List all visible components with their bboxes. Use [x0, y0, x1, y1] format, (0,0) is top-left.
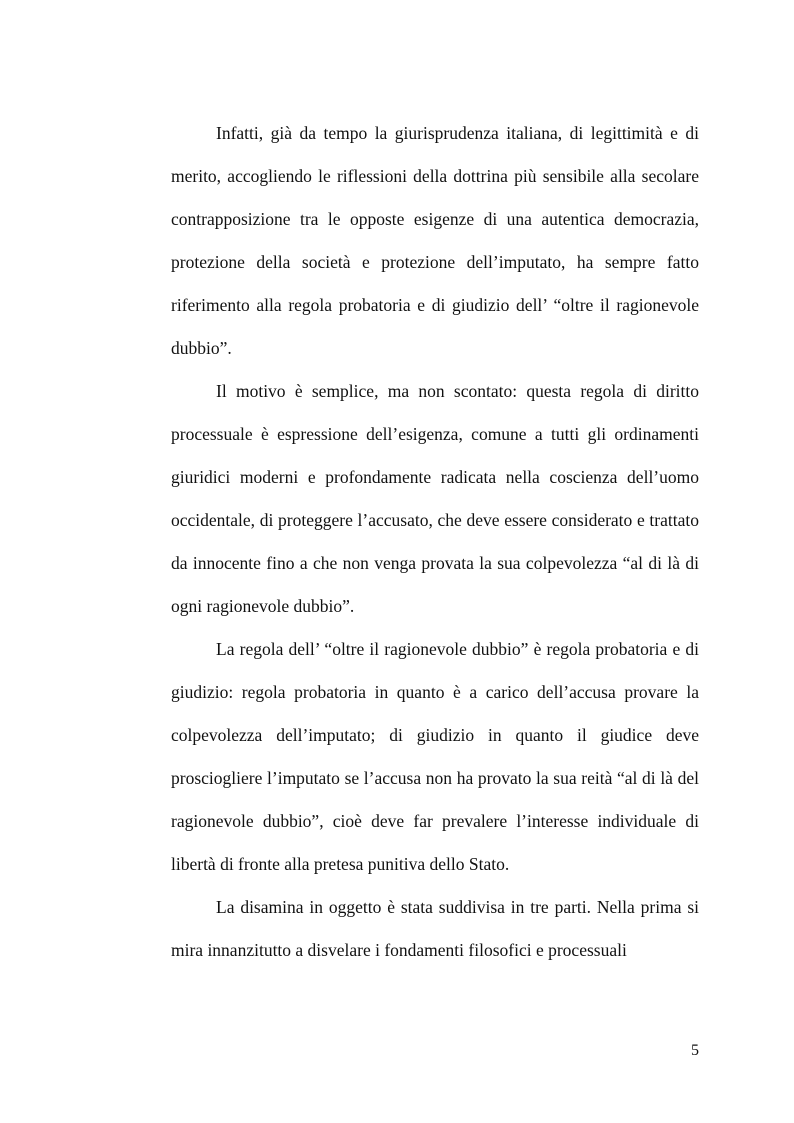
- paragraph-1: Infatti, già da tempo la giurisprudenza italiana, di legittimità e di merito, accogliendo le riflessioni della dottrina più sensibile alla secolare contrapposizione tra le opposte esigenze di una autentica democrazia, protezione della società e protezione dell’imputato, ha sempre fatto riferimento alla regola probatoria e di giudizio dell’ “oltre il ragionevole dubbio”.: [171, 123, 699, 358]
- page-number: 5: [691, 1042, 699, 1059]
- paragraph-3: La regola dell’ “oltre il ragionevole dubbio” è regola probatoria e di giudizio: regola probatoria in quanto è a carico dell’accusa provare la colpevolezza dell’imputato; di giudizio in quanto il giudice deve prosciogliere l’imputato se l’accusa non ha provato la sua reità “al di là del ragionevole dubbio”, cioè deve far prevalere l’interesse individuale di libertà di fronte alla pretesa punitiva dello Stato.: [171, 639, 699, 874]
- body-text: [171, 112, 699, 972]
- paragraph-4: La disamina in oggetto è stata suddivisa in tre parti. Nella prima si mira innanzitutto a disvelare i fondamenti filosofici e processuali: [171, 897, 699, 960]
- paragraph-2: Il motivo è semplice, ma non scontato: questa regola di diritto processuale è espressione dell’esigenza, comune a tutti gli ordinamenti giuridici moderni e profondamente radicata nella coscienza dell’uomo occidentale, di proteggere l’accusato, che deve essere considerato e trattato da innocente fino a che non venga provata la sua colpevolezza “al di là di ogni ragionevole dubbio”.: [171, 381, 699, 616]
